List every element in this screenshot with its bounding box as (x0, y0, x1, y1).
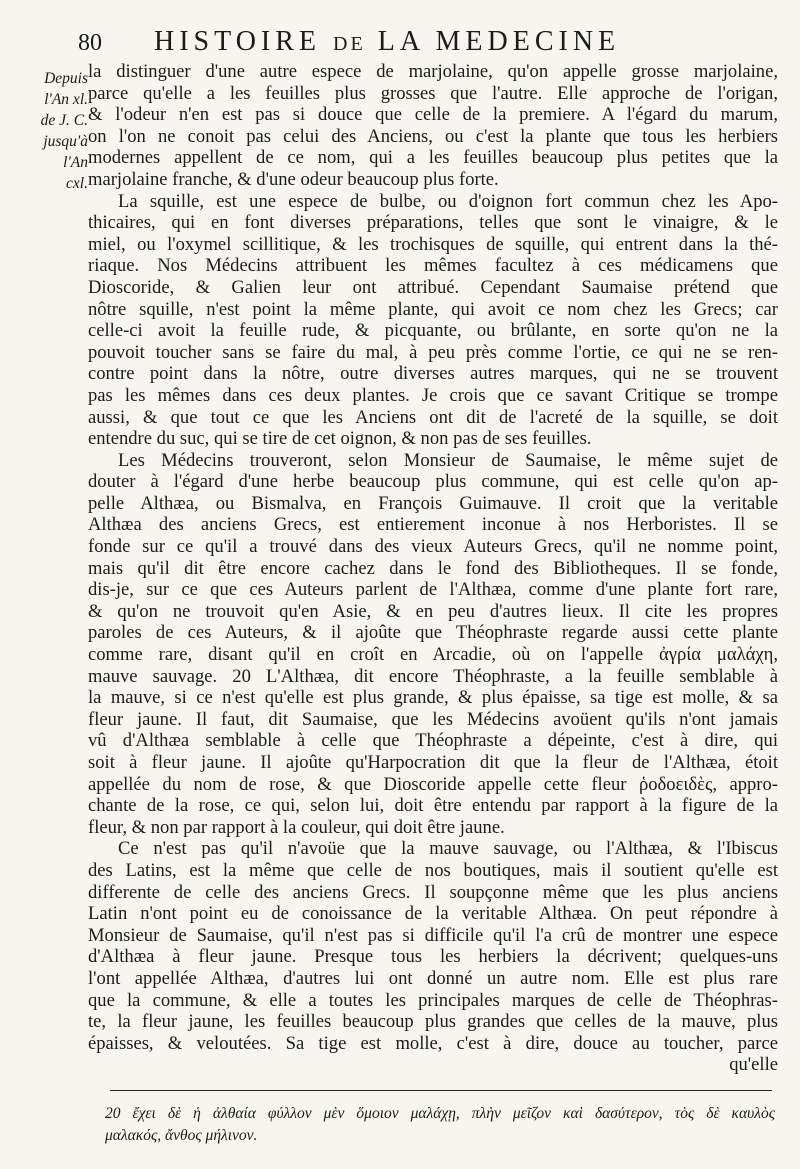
text-line: des Latins, est la même que celle de nos boutiques, mais il soutient qu'elle est (88, 859, 778, 881)
text-line: la mauve, si ce n'est qu'elle est plus grande, & plus épaisse, sa tige est molle, & sa (88, 687, 778, 709)
text-line: & l'odeur n'en est pas si douce que celle de la premiere. A l'égard du marum, (88, 104, 778, 126)
text-line: aussi, & que tout ce que les Anciens ont dit de l'acreté de la squille, se doit (88, 406, 778, 428)
footnote-rule (110, 1090, 772, 1091)
paragraph (88, 61, 778, 191)
text-line: marjolaine franche, & d'une odeur beaucoup plus forte. (88, 168, 499, 190)
running-title-word-3: LA (377, 26, 424, 57)
running-title (154, 26, 620, 58)
text-line: pouvoit toucher sans se faire du mal, à peu près comme l'ortie, ce qui ne se ren- (88, 341, 778, 363)
margin-note-line: de J. C. (40, 112, 88, 129)
text-line: fonde sur ce qu'il a trouvé dans des vieux Auteurs Grecs, qu'il ne nomme point, (88, 536, 778, 558)
margin-note-line: l'An (63, 154, 88, 171)
text-line: fleur jaune. Il faut, dit Saumaise, que les Médecins avoüent qu'ils n'ont jamais (88, 708, 778, 730)
text-line: comme rare, disant qu'il en croît en Arcadie, où on l'appelle ἀγρία μαλάχη, (88, 644, 778, 666)
text-line: La squille, est une espece de bulbe, ou d'oignon fort commun chez les Apo- (118, 190, 778, 212)
text-line: épaisses, & veloutées. Sa tige est molle, c'est à dire, douce au toucher, parce (88, 1032, 778, 1054)
text-line: la distinguer d'une autre espece de marjolaine, qu'on appelle grosse marjolaine, (88, 61, 778, 82)
text-line: que la commune, & elle a toutes les principales marques de celle de Théophras- (88, 989, 778, 1011)
catchword: qu'elle (729, 1054, 778, 1076)
text-line: appellée du nom de rose, & que Dioscoride appelle cette fleur ῥοδοειδὲς, appro- (88, 773, 778, 795)
text-line: l'ont appellée Althæa, d'autres lui ont donné un autre nom. Elle est plus rare (88, 967, 778, 989)
paragraph (88, 191, 778, 450)
paragraph (88, 838, 778, 1054)
running-title-word-4: MEDECINE (435, 26, 621, 57)
text-line: pas les mêmes dans ces deux plantes. Je crois que ce savant Critique se trompe (88, 384, 778, 406)
text-line: thicaires, qui en font diverses préparations, telles que sont le vinaigre, & le (88, 212, 778, 234)
text-line: Monsieur de Saumaise, qu'il n'est pas si difficile qu'il l'a crû de montrer une espece (88, 924, 778, 946)
text-line: soit à fleur jaune. Il ajoûte qu'Harpocration dit que la fleur de l'Althæa, étoit (88, 752, 778, 773)
text-line: riaque. Nos Médecins attribuent les mêmes facultez à ces médicamens que (88, 255, 778, 277)
running-title-word-1: HISTOIRE (154, 26, 322, 57)
text-line: Althæa des anciens Grecs, est entierement inconue à nos Herboristes. Il se (88, 514, 778, 536)
text-line: modernes appellent de ce nom, qui a les feuilles beaucoup plus petites que la (88, 147, 778, 169)
running-title-word-2: DE (333, 33, 366, 55)
text-line: Les Médecins trouveront, selon Monsieur de Saumaise, le même sujet de (118, 449, 778, 471)
margin-note-line: jusqu'à (43, 133, 88, 150)
page-number: 80 (78, 30, 102, 56)
margin-note-line: cxl. (66, 175, 88, 192)
text-line: Ce n'est pas qu'il n'avoüe que la mauve sauvage, ou l'Althæa, & l'Ibiscus (118, 838, 778, 860)
text-line: differente de celle des anciens Grecs. Il soupçonne même que les plus anciens (88, 881, 778, 903)
text-line: te, la fleur jaune, les feuilles beaucoup plus grandes que celles de la mauve, plus (88, 1011, 778, 1033)
text-line: & qu'on ne trouvoit qu'en Asie, & en peu d'autres lieux. Il cite les propres (88, 600, 778, 622)
page-header (78, 22, 780, 62)
text-line: d'Althæa à fleur jaune. Presque tous les herbiers la décrivent; quelques-uns (88, 946, 778, 968)
text-line: mais qu'il dit être encore cachez dans le fond des Bibliotheques. Il se fonde, (88, 557, 778, 579)
text-line: paroles de ces Auteurs, & il ajoûte que Théophraste regarde aussi cette plante (88, 622, 778, 644)
text-line: douter à l'égard d'une herbe beaucoup plus commune, qui est celle qu'on ap- (88, 471, 778, 493)
text-line: celle-ci avoit la feuille rude, & picquante, ou brûlante, en sorte qu'on ne la (88, 320, 778, 342)
text-line: entendre du suc, qui se tire de cet oignon, & non pas de ses feuilles. (88, 428, 592, 450)
text-line: miel, ou l'oxymel scillitique, & les trochisques de squille, qui entrent dans la thé- (88, 233, 778, 255)
text-line: mauve sauvage. 20 L'Althæa, dit encore Théophraste, a la feuille semblable à (88, 665, 778, 687)
margin-note (18, 68, 88, 194)
text-line: fleur, & non par rapport à la couleur, qui doit être jaune. (88, 816, 505, 838)
footnote-line: 20 ἔχει δὲ ἡ ἀλθαία φύλλον μὲν ὅμοιον μαλάχῃ, πλὴν μεῖζον καὶ δασύτερον, τὸς δὲ καυλὸς (105, 1105, 775, 1122)
footnote (105, 1103, 775, 1147)
body-text (88, 61, 778, 1076)
text-line: chante de la rose, ce qui, selon lui, doit être entendu par rapport à la figure de la (88, 795, 778, 817)
text-line: Latin n'ont point eu de conoissance de la veritable Althæa. On peut répondre à (88, 903, 778, 925)
text-line: contre point dans la nôtre, outre diverses autres marques, qui ne se trouvent (88, 363, 778, 385)
margin-note-line: l'An xl. (44, 91, 88, 108)
text-line: nôtre squille, n'est point la même plante, qui avoit ce nom chez les Grecs; car (88, 298, 778, 320)
footnote-line: μαλακός, ἄνθος μήλινον. (105, 1127, 258, 1144)
text-line: vû d'Althæa semblable à celle que Théophraste a dépeinte, c'est à dire, qui (88, 730, 778, 752)
text-line: parce qu'elle a les feuilles plus grosses que l'autre. Elle approche de l'origan, (88, 82, 778, 104)
text-line: on l'on ne conoit pas celui des Anciens, ou c'est la plante que tous les herbiers (88, 125, 778, 147)
margin-note-line: Depuis (44, 70, 88, 87)
text-line: dis-je, sur ce que ces Auteurs parlent de l'Althæa, comme d'une plante fort rare, (88, 579, 778, 601)
paragraph (88, 450, 778, 839)
text-line: pelle Althæa, ou Bismalva, en François Guimauve. Il croit que la veritable (88, 492, 778, 514)
text-line: Dioscoride, & Galien leur ont attribué. Cependant Saumaise prétend que (88, 276, 778, 298)
